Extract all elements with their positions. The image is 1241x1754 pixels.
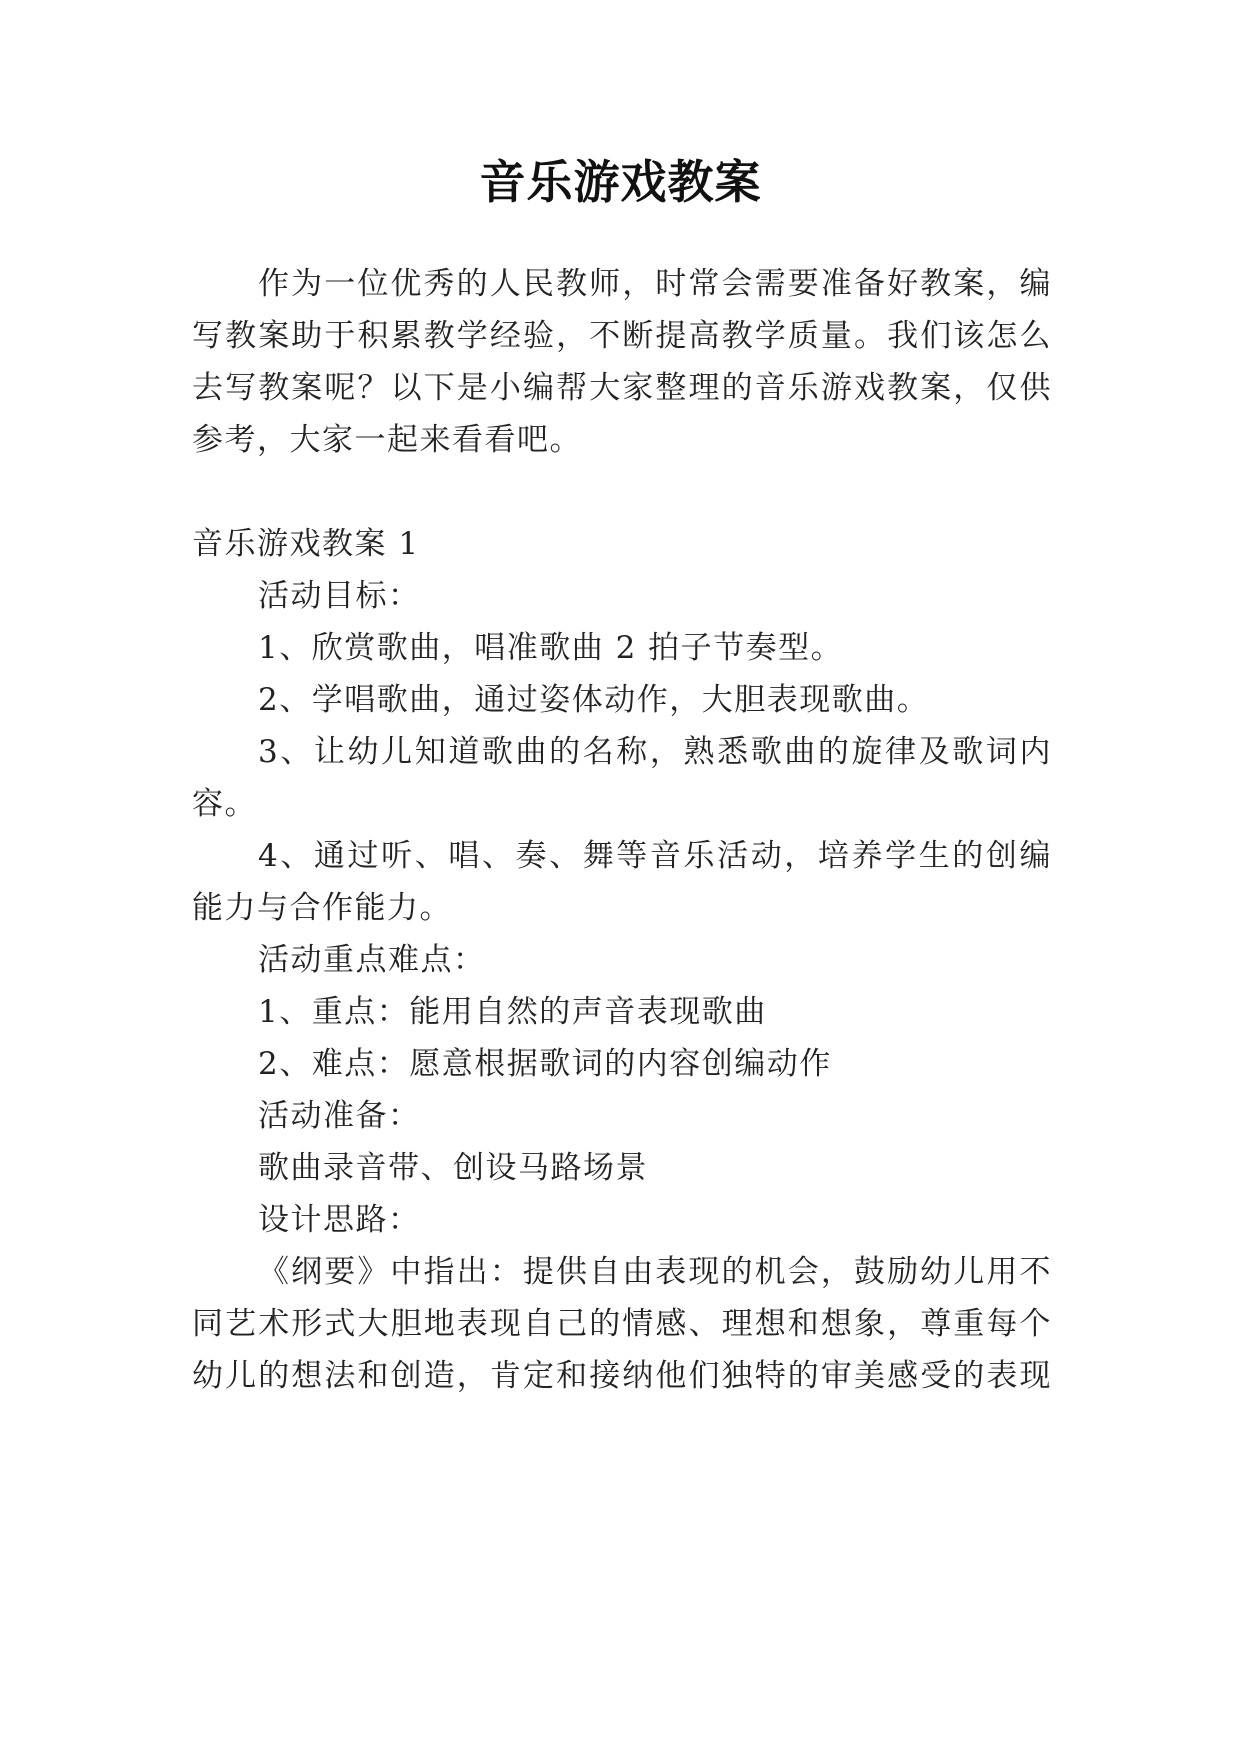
document-title: 音乐游戏教案 [479, 155, 762, 209]
preparation-text: 歌曲录音带、创设马路场景 [258, 1150, 648, 1186]
goal-item-1: 1、欣赏歌曲，唱准歌曲 2 拍子节奏型。 [258, 630, 844, 666]
section-heading: 音乐游戏教案 1 [192, 526, 420, 562]
intro-line-4: 参考，大家一起来看看吧。 [192, 422, 582, 458]
preparation-heading: 活动准备： [258, 1098, 421, 1134]
goal-item-4: 4、通过听、唱、奏、舞等音乐活动，培养学生的创编 [258, 838, 1052, 874]
key-points-heading: 活动重点难点： [258, 942, 486, 978]
goal-item-3: 3、让幼儿知道歌曲的名称，熟悉歌曲的旋律及歌词内 [258, 734, 1052, 770]
design-heading: 设计思路： [258, 1202, 421, 1238]
intro-line-3: 去写教案呢？以下是小编帮大家整理的音乐游戏教案，仅供 [192, 370, 1052, 406]
goal-item-3-continued: 容。 [192, 786, 257, 822]
goal-item-2: 2、学唱歌曲，通过姿体动作，大胆表现歌曲。 [258, 682, 930, 718]
design-line-3: 幼儿的想法和创造，肯定和接纳他们独特的审美感受的表现 [192, 1358, 1052, 1394]
key-point-1: 1、重点：能用自然的声音表现歌曲 [258, 994, 767, 1030]
intro-line-2: 写教案助于积累教学经验，不断提高教学质量。我们该怎么 [192, 318, 1052, 354]
design-line-2: 同艺术形式大胆地表现自己的情感、理想和想象，尊重每个 [192, 1306, 1052, 1342]
goal-item-4-continued: 能力与合作能力。 [192, 890, 452, 926]
intro-line-1: 作为一位优秀的人民教师，时常会需要准备好教案，编 [258, 266, 1052, 302]
goals-heading: 活动目标： [258, 578, 421, 614]
design-line-1: 《纲要》中指出：提供自由表现的机会，鼓励幼儿用不 [258, 1254, 1052, 1290]
key-point-2: 2、难点：愿意根据歌词的内容创编动作 [258, 1046, 832, 1082]
